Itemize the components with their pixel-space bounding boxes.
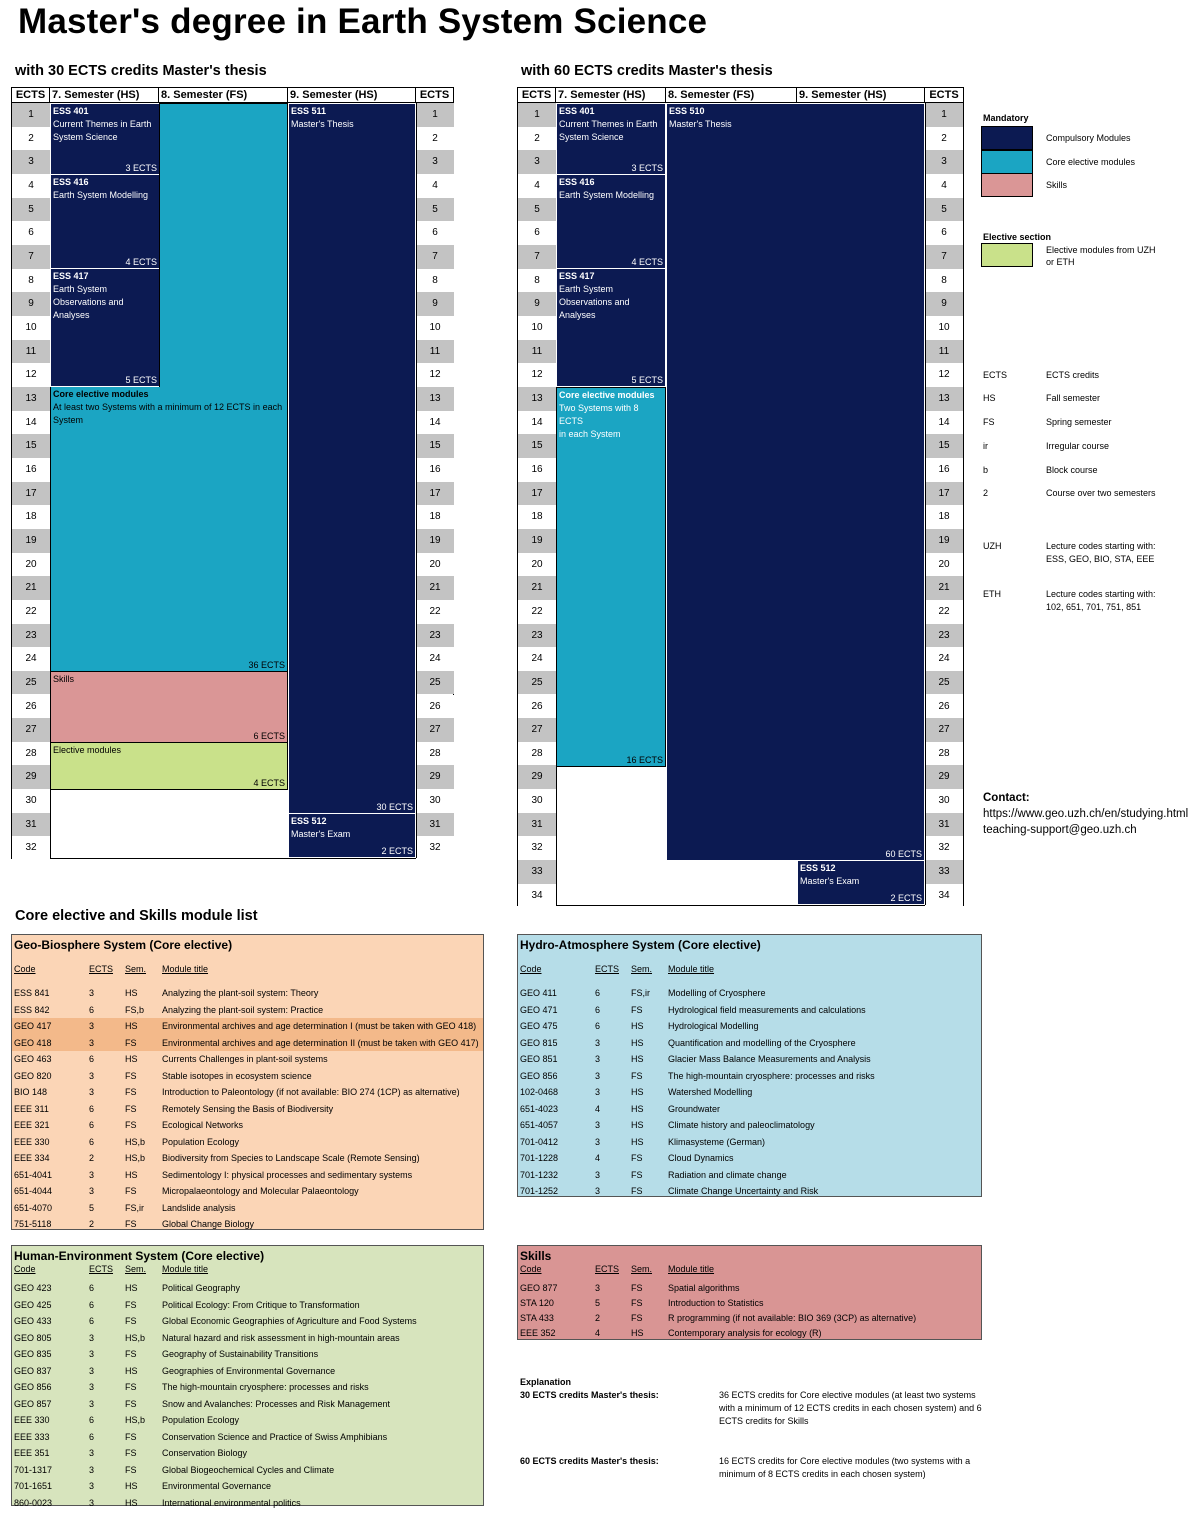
column-header-ects: ECTS — [89, 1264, 114, 1274]
ects-row-number: 31 — [925, 813, 963, 837]
block-core-elective-top — [159, 103, 288, 388]
ects-row-number: 1 — [518, 103, 556, 127]
abbr-value: Block course — [1046, 465, 1098, 475]
ects-row-number: 12 — [12, 363, 50, 387]
table-row: GEO 877 3 FS Spatial algorithms — [520, 1283, 740, 1293]
table-row: EEE 333 6 FS Conservation Science and Practice of Swiss Amphibians — [14, 1431, 388, 1442]
ects-row-number: 12 — [925, 363, 963, 387]
ects-row-number: 20 — [416, 553, 454, 577]
table-row: 701-1317 3 FS Global Biogeochemical Cycles and Climate — [14, 1464, 335, 1475]
table-row: GEO 856 3 FS The high-mountain cryosphere: processes and risks — [520, 1070, 875, 1081]
ects-row-number: 20 — [518, 553, 556, 577]
ects-row-number: 4 — [925, 174, 963, 198]
page-title: Master's degree in Earth System Science — [18, 2, 708, 41]
ects-row-number: 16 — [416, 458, 454, 482]
ects-row-number: 9 — [518, 292, 556, 316]
table-row: GEO 851 3 HS Glacier Mass Balance Measurements and Analysis — [520, 1054, 871, 1064]
ects-row-number: 1 — [416, 103, 454, 127]
plan-30-heading: with 30 ECTS credits Master's thesis — [15, 63, 267, 79]
table-title: Human-Environment System (Core elective) — [14, 1249, 265, 1263]
table-row: EEE 330 6 HS,b Population Ecology — [14, 1415, 240, 1425]
table-row: 651-4041 3 HS Sedimentology I: physical processes and sedimentary systems — [14, 1169, 413, 1180]
ects-row-number: 10 — [518, 316, 556, 340]
ects-row-number: 25 — [518, 671, 556, 695]
ects-row-number: 18 — [416, 505, 454, 529]
ects-row-number: 21 — [925, 576, 963, 600]
table-hydro-atmosphere — [517, 934, 982, 1197]
ects-row-number: 27 — [12, 718, 50, 742]
column-header-sem: Sem. — [631, 964, 653, 974]
ects-row-number: 23 — [925, 624, 963, 648]
ects-row-number: 31 — [518, 813, 556, 837]
table-row: 751-5118 2 FS Global Change Biology — [14, 1219, 255, 1229]
column-header-title: Module title — [668, 964, 715, 974]
ects-row-number: 24 — [416, 647, 454, 671]
ects-row-number: 16 — [12, 458, 50, 482]
ects-row-number: 30 — [518, 789, 556, 813]
abbr-uzh-line1: Lecture codes starting with: — [1046, 541, 1156, 551]
block-ess-511: ESS 511 Master's Thesis 30 ECTS — [288, 103, 416, 814]
column-header-title: Module title — [668, 1264, 715, 1274]
ects-row-number: 5 — [925, 198, 963, 222]
legend-core: Core elective modules — [1046, 157, 1136, 167]
abbr-key: 2 — [983, 488, 989, 498]
table-row: 102-0468 3 HS Watershed Modelling — [520, 1087, 753, 1097]
table-skills — [517, 1245, 982, 1340]
block-ess-417: ESS 417 Earth System Observations and Analyses 5 ECTS — [556, 268, 666, 387]
abbr-key: HS — [983, 393, 996, 403]
ects-row-number: 7 — [416, 245, 454, 269]
table-row: GEO 425 6 FS Political Ecology: From Critique to Transformation — [14, 1299, 360, 1310]
ects-row-number: 6 — [925, 221, 963, 245]
table-row: EEE 351 3 FS Conservation Biology — [14, 1448, 248, 1458]
block-core-elective: Core elective modules Two Systems with 8 ECTS in each System 16 ECTS — [556, 387, 666, 767]
ects-row-number: 12 — [518, 363, 556, 387]
ects-row-number: 3 — [12, 150, 50, 174]
plan-30-grid — [11, 87, 454, 859]
ects-row-number: 7 — [925, 245, 963, 269]
legend-compulsory: Compulsory Modules — [1046, 133, 1131, 143]
abbr-eth-line2: 102, 651, 701, 751, 851 — [1046, 602, 1142, 612]
ects-row-number: 29 — [518, 765, 556, 789]
legend-mandatory-heading: Mandatory — [983, 113, 1029, 123]
ects-row-number: 25 — [416, 671, 454, 695]
legend-swatch-elective — [981, 243, 1033, 267]
ects-row-number: 3 — [925, 150, 963, 174]
column-header-sem: Sem. — [125, 1264, 147, 1274]
ects-row-number: 23 — [12, 624, 50, 648]
ects-row-number: 11 — [925, 340, 963, 364]
ects-row-number: 14 — [518, 411, 556, 435]
ects-row-number: 12 — [416, 363, 454, 387]
ects-row-number: 18 — [12, 505, 50, 529]
table-row: GEO 417 3 HS Environmental archives and age determination I (must be taken with GEO 418) — [12, 1018, 483, 1035]
ects-row-number: 23 — [518, 624, 556, 648]
ects-row-number: 6 — [416, 221, 454, 245]
ects-row-number: 6 — [518, 221, 556, 245]
ects-row-number: 16 — [925, 458, 963, 482]
ects-row-number: 2 — [12, 127, 50, 151]
ects-row-number: 18 — [925, 505, 963, 529]
table-row: 701-1228 4 FS Cloud Dynamics — [520, 1153, 734, 1163]
column-header-title: Module title — [162, 964, 209, 974]
legend-swatch-core — [981, 150, 1033, 174]
block-ess-401: ESS 401 Current Themes in Earth System Science 3 ECTS — [50, 103, 160, 175]
ects-row-number: 24 — [12, 647, 50, 671]
ects-row-number: 8 — [12, 269, 50, 293]
table-row: GEO 857 3 FS Snow and Avalanches: Processes and Risk Management — [14, 1398, 390, 1409]
table-row: GEO 856 3 FS The high-mountain cryosphere: processes and risks — [14, 1382, 369, 1392]
column-header-ects: ECTS — [89, 964, 114, 974]
ects-row-number: 27 — [925, 718, 963, 742]
ects-row-number: 20 — [12, 553, 50, 577]
ects-row-number: 6 — [12, 221, 50, 245]
contact-url[interactable]: https://www.geo.uzh.ch/en/studying.html — [983, 808, 1189, 820]
ects-row-number: 10 — [416, 316, 454, 340]
ects-row-number: 26 — [518, 695, 556, 719]
table-row: 651-4023 4 HS Groundwater — [520, 1103, 721, 1114]
table-row: 651-4070 5 FS,ir Landslide analysis — [14, 1202, 236, 1213]
header-ects-right: ECTS — [925, 88, 963, 102]
ects-row-number: 2 — [925, 127, 963, 151]
legend-elective-line2: or ETH — [1046, 257, 1075, 267]
ects-row-number: 28 — [518, 742, 556, 766]
block-elective-modules: Elective modules 4 ECTS — [50, 742, 288, 790]
ects-row-number: 5 — [416, 198, 454, 222]
ects-row-number: 19 — [518, 529, 556, 553]
table-row: GEO 471 6 FS Hydrological field measurements and calculations — [520, 1004, 866, 1015]
ects-row-number: 30 — [925, 789, 963, 813]
plan-60-heading: with 60 ECTS credits Master's thesis — [521, 63, 773, 79]
header-ects-right: ECTS — [416, 88, 453, 102]
ects-row-number: 22 — [925, 600, 963, 624]
ects-row-number: 22 — [416, 600, 454, 624]
table-row: STA 433 2 FS R programming (if not available: BIO 369 (3CP) as alternative) — [520, 1313, 917, 1323]
ects-row-number: 22 — [12, 600, 50, 624]
ects-row-number: 15 — [12, 434, 50, 458]
ects-row-number: 25 — [12, 671, 50, 695]
table-row: 651-4044 3 FS Micropalaeontology and Molecular Palaeontology — [14, 1186, 359, 1196]
ects-row-number: 26 — [925, 695, 963, 719]
ects-row-number: 34 — [925, 884, 963, 908]
ects-row-number: 32 — [12, 836, 50, 860]
ects-row-number: 11 — [416, 340, 454, 364]
block-ess-416: ESS 416 Earth System Modelling 4 ECTS — [50, 174, 160, 269]
table-row: EEE 334 2 HS,b Biodiversity from Species to Landscape Scale (Remote Sensing) — [14, 1153, 420, 1163]
contact-block — [983, 790, 1188, 838]
ects-row-number: 13 — [925, 387, 963, 411]
ects-row-number: 11 — [12, 340, 50, 364]
column-header-code: Code — [520, 964, 542, 974]
ects-row-number: 32 — [518, 836, 556, 860]
ects-row-number: 10 — [925, 316, 963, 340]
ects-row-number: 19 — [925, 529, 963, 553]
ects-row-number: 32 — [416, 836, 454, 860]
ects-row-number: 24 — [518, 647, 556, 671]
ects-row-number: 33 — [518, 860, 556, 884]
ects-row-number: 19 — [416, 529, 454, 553]
block-ess-512: ESS 512 Master's Exam 2 ECTS — [288, 813, 416, 858]
abbr-value: Irregular course — [1046, 441, 1110, 451]
abbr-key: b — [983, 465, 989, 475]
table-row: 701-1252 3 FS Climate Change Uncertainty and Risk — [520, 1186, 819, 1196]
ects-row-number: 28 — [925, 742, 963, 766]
block-ess-416: ESS 416 Earth System Modelling 4 ECTS — [556, 174, 666, 269]
ects-row-number: 4 — [12, 174, 50, 198]
column-header-title: Module title — [162, 1264, 209, 1274]
ects-row-number: 7 — [518, 245, 556, 269]
ects-row-number: 11 — [518, 340, 556, 364]
block-ess-417: ESS 417 Earth System Observations and Analyses 5 ECTS — [50, 268, 160, 387]
header-sem8: 8. Semester (FS) — [159, 88, 288, 102]
abbr-uzh-key: UZH — [983, 541, 1002, 551]
ects-row-number: 16 — [518, 458, 556, 482]
block-core-elective: Core elective modules At least two Systems with a minimum of 12 ECTS in each System 36 ECTS — [50, 387, 288, 672]
ects-row-number: 28 — [12, 742, 50, 766]
ects-row-number: 5 — [12, 198, 50, 222]
header-sem7: 7. Semester (HS) — [556, 88, 666, 102]
ects-row-number: 21 — [518, 576, 556, 600]
table-row: GEO 835 3 FS Geography of Sustainability Transitions — [14, 1349, 319, 1359]
ects-row-number: 30 — [416, 789, 454, 813]
ects-row-number: 17 — [416, 482, 454, 506]
header-sem9: 9. Semester (HS) — [288, 88, 416, 102]
ects-row-number: 9 — [12, 292, 50, 316]
ects-row-number: 32 — [925, 836, 963, 860]
ects-row-number: 9 — [416, 292, 454, 316]
table-title: Hydro-Atmosphere System (Core elective) — [520, 938, 761, 952]
ects-row-number: 4 — [518, 174, 556, 198]
ects-row-number: 18 — [518, 505, 556, 529]
table-title: Geo-Biosphere System (Core elective) — [14, 938, 233, 952]
explanation-heading: Explanation — [520, 1377, 572, 1387]
block-ess-512: ESS 512 Master's Exam 2 ECTS — [797, 860, 925, 905]
ects-row-number: 4 — [416, 174, 454, 198]
ects-row-number: 17 — [12, 482, 50, 506]
ects-row-number: 19 — [12, 529, 50, 553]
header-ects-left: ECTS — [12, 88, 50, 102]
ects-row-number: 3 — [518, 150, 556, 174]
ects-row-number: 13 — [416, 387, 454, 411]
ects-row-number: 21 — [416, 576, 454, 600]
ects-row-number: 14 — [416, 411, 454, 435]
ects-row-number: 22 — [518, 600, 556, 624]
ects-row-number: 23 — [416, 624, 454, 648]
legend-swatch-compulsory — [981, 126, 1033, 150]
ects-row-number: 1 — [925, 103, 963, 127]
block-ess-510: ESS 510 Master's Thesis 60 ECTS — [666, 103, 925, 861]
ects-row-number: 17 — [925, 482, 963, 506]
ects-row-number: 13 — [12, 387, 50, 411]
ects-row-number: 7 — [12, 245, 50, 269]
abbr-key: ir — [983, 441, 988, 451]
table-row: STA 120 5 FS Introduction to Statistics — [520, 1298, 764, 1308]
ects-row-number: 29 — [925, 765, 963, 789]
module-list-title: Core elective and Skills module list — [15, 908, 258, 924]
ects-row-number: 33 — [925, 860, 963, 884]
table-row: 701-1232 3 FS Radiation and climate change — [520, 1169, 787, 1180]
ects-row-number: 15 — [925, 434, 963, 458]
ects-row-number: 9 — [925, 292, 963, 316]
ects-row-number: 21 — [12, 576, 50, 600]
table-row: GEO 837 3 HS Geographies of Environmental Governance — [14, 1365, 336, 1376]
ects-row-number: 15 — [416, 434, 454, 458]
abbr-value: Course over two semesters — [1046, 488, 1156, 498]
ects-row-number: 5 — [518, 198, 556, 222]
table-human-environment — [11, 1245, 484, 1506]
column-header-code: Code — [14, 1264, 36, 1274]
abbr-key: FS — [983, 417, 995, 427]
plan-60-grid — [517, 87, 964, 906]
abbr-uzh-line2: ESS, GEO, BIO, STA, EEE — [1046, 554, 1155, 564]
ects-row-number: 2 — [416, 127, 454, 151]
table-geo-biosphere — [11, 934, 484, 1230]
table-row: GEO 418 3 FS Environmental archives and age determination II (must be taken with GEO 417) — [12, 1035, 483, 1052]
ects-row-number: 26 — [12, 695, 50, 719]
block-ess-401: ESS 401 Current Themes in Earth System Science 3 ECTS — [556, 103, 666, 175]
contact-heading: Contact: — [983, 792, 1030, 804]
table-row: 860-0023 3 HS International environmental politics — [14, 1497, 301, 1508]
ects-row-number: 34 — [518, 884, 556, 908]
header-sem7: 7. Semester (HS) — [50, 88, 159, 102]
ects-row-number: 3 — [416, 150, 454, 174]
ects-row-number: 29 — [416, 765, 454, 789]
ects-row-number: 17 — [518, 482, 556, 506]
ects-row-number: 13 — [518, 387, 556, 411]
ects-row-number: 8 — [416, 269, 454, 293]
column-header-ects: ECTS — [595, 964, 620, 974]
ects-row-number: 1 — [12, 103, 50, 127]
ects-row-number: 27 — [416, 718, 454, 742]
ects-row-number: 10 — [12, 316, 50, 340]
header-sem9: 9. Semester (HS) — [797, 88, 925, 102]
ects-row-number: 8 — [518, 269, 556, 293]
column-header-ects: ECTS — [595, 1264, 620, 1274]
legend-elective-line1: Elective modules from UZH — [1046, 245, 1156, 255]
ects-row-number: 8 — [925, 269, 963, 293]
ects-row-number: 27 — [518, 718, 556, 742]
ects-row-number: 14 — [12, 411, 50, 435]
ects-row-number: 31 — [416, 813, 454, 837]
ects-row-number: 20 — [925, 553, 963, 577]
table-row: GEO 820 3 FS Stable isotopes in ecosystem science — [14, 1070, 312, 1081]
abbr-eth-line1: Lecture codes starting with: — [1046, 589, 1156, 599]
ects-row-number: 26 — [416, 695, 454, 719]
legend-swatch-skills — [981, 173, 1033, 197]
ects-row-number: 15 — [518, 434, 556, 458]
table-row: GEO 433 6 FS Global Economic Geographies of Agriculture and Food Systems — [14, 1316, 417, 1326]
legend-elective-heading: Elective section — [983, 232, 1052, 242]
ects-row-number: 25 — [925, 671, 963, 695]
ects-row-number: 24 — [925, 647, 963, 671]
ects-row-number: 29 — [12, 765, 50, 789]
legend-skills: Skills — [1046, 180, 1068, 190]
table-row: EEE 311 6 FS Remotely Sensing the Basis of Biodiversity — [14, 1103, 334, 1114]
table-title: Skills — [520, 1249, 552, 1263]
table-row: GEO 411 6 FS,ir Modelling of Cryosphere — [520, 988, 766, 998]
column-header-code: Code — [14, 964, 36, 974]
table-row: GEO 463 6 HS Currents Challenges in plant-soil systems — [14, 1054, 328, 1064]
header-sem8: 8. Semester (FS) — [666, 88, 797, 102]
abbr-eth-key: ETH — [983, 589, 1001, 599]
ects-row-number: 31 — [12, 813, 50, 837]
abbr-value: Spring semester — [1046, 417, 1112, 427]
header-ects-left: ECTS — [518, 88, 556, 102]
abbr-value: ECTS credits — [1046, 370, 1100, 380]
abbr-key: ECTS — [983, 370, 1008, 380]
column-header-sem: Sem. — [125, 964, 147, 974]
table-row: ESS 842 6 FS,b Analyzing the plant-soil system: Practice — [14, 1004, 324, 1015]
block-skills: Skills 6 ECTS — [50, 671, 288, 743]
ects-row-number: 2 — [518, 127, 556, 151]
table-row: 701-1651 3 HS Environmental Governance — [14, 1481, 272, 1491]
table-row: GEO 475 6 HS Hydrological Modelling — [520, 1021, 759, 1031]
table-row: EEE 330 6 HS,b Population Ecology — [14, 1136, 240, 1147]
table-row: 651-4057 3 HS Climate history and paleoclimatology — [520, 1120, 815, 1130]
table-row: EEE 321 6 FS Ecological Networks — [14, 1120, 244, 1130]
table-row: BIO 148 3 FS Introduction to Paleontology (if not available: BIO 274 (1CP) as alternative) — [14, 1087, 460, 1097]
table-row: 701-0412 3 HS Klimasysteme (German) — [520, 1136, 766, 1147]
table-row: GEO 423 6 HS Political Geography — [14, 1283, 241, 1293]
column-header-code: Code — [520, 1264, 542, 1274]
table-row: ESS 841 3 HS Analyzing the plant-soil system: Theory — [14, 988, 319, 998]
abbr-value: Fall semester — [1046, 393, 1101, 403]
table-row: EEE 352 4 HS Contemporary analysis for ecology (R) — [520, 1328, 822, 1338]
ects-row-number: 14 — [925, 411, 963, 435]
column-header-sem: Sem. — [631, 1264, 653, 1274]
table-row: GEO 815 3 HS Quantification and modelling of the Cryosphere — [520, 1037, 856, 1048]
ects-row-number: 30 — [12, 789, 50, 813]
contact-email[interactable]: teaching-support@geo.uzh.ch — [983, 824, 1137, 836]
ects-row-number: 28 — [416, 742, 454, 766]
table-row: GEO 805 3 HS,b Natural hazard and risk assessment in high-mountain areas — [14, 1332, 400, 1343]
